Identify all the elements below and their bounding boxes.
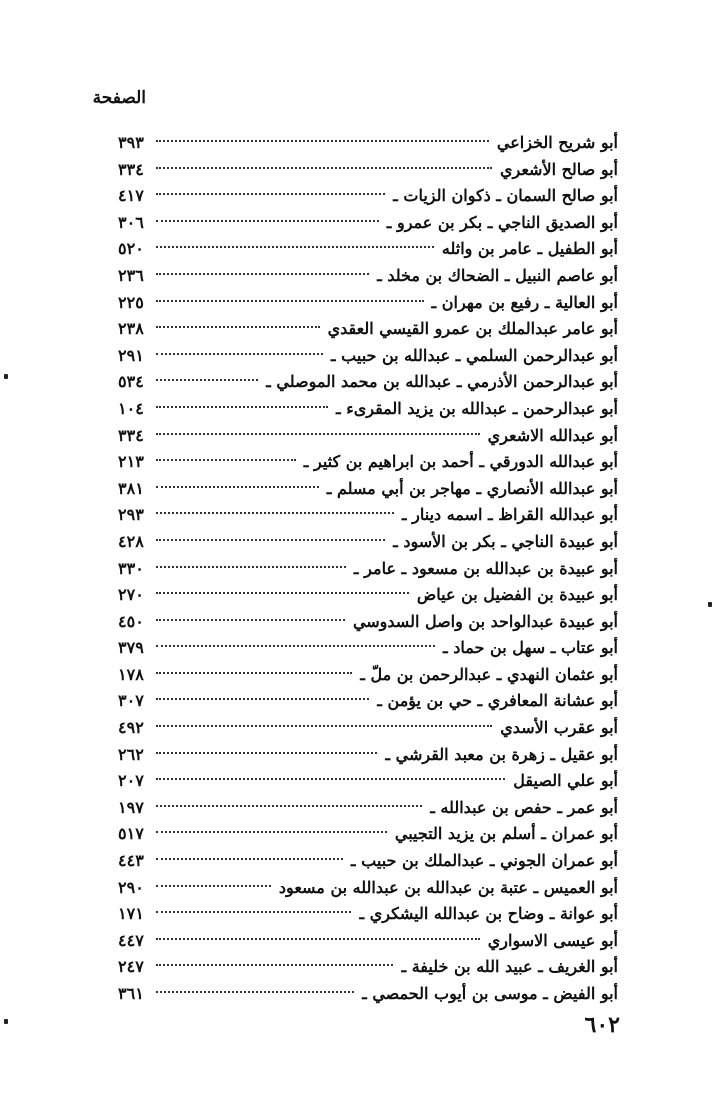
index-entry [118,875,618,902]
entry-name: أبو الفيض ـ موسى بن أيوب الحمصي ـ [362,984,618,1003]
entry-name: أبو عبدالله الأنصاري ـ مهاجر بن أبي مسلم ـ [326,478,618,498]
entry-name: أبو عبدالرحمن السلمي ـ عبدالله بن حبيب ـ [330,345,618,365]
dot-leader [156,539,385,541]
entry-name: أبو شريح الخزاعي [496,133,618,152]
dot-leader [156,698,369,700]
dot-leader [156,406,328,408]
dot-leader [156,566,346,568]
entry-name: أبو عتاب ـ سهل بن حماد ـ [443,638,618,658]
entry-name: أبو عبيدة بن الفضيل بن عياض [416,585,618,605]
dot-leader [156,645,435,647]
dot-leader [156,911,351,913]
dot-leader [156,752,377,754]
entry-name: أبو عاصم النبيل ـ الضحاك بن مخلد ـ [377,265,618,285]
entry-page-number: ٣٨١ [118,478,144,498]
entry-page-number: ٣٣٤ [118,425,144,445]
entry-name: أبو عقرب الأسدي [500,718,618,738]
entry-name: أبو عبدالله القراظ ـ اسمه دينار ـ [401,505,618,525]
entry-page-number: ١٩٧ [118,797,144,817]
entry-page-number: ٣٣٤ [118,159,144,179]
dot-leader [156,938,480,940]
entry-name: أبو عمران ـ أسلم بن يزيد التجيبي [394,824,618,844]
entry-name: أبو عبدالله الدورقي ـ أحمد بن ابراهيم بن كثير ـ [303,452,618,472]
scan-speck [708,602,712,607]
dot-leader [156,619,345,621]
entry-name: أبو عبيدة الناجي ـ بكر بن الأسود ـ [393,531,618,551]
entry-name: أبو عيسى الاسواري [487,930,618,950]
dot-leader [156,592,409,594]
dot-leader [156,273,369,275]
dot-leader [156,220,379,222]
entry-page-number: ٣٦١ [118,984,144,1003]
index-entry [118,662,618,689]
scan-speck [4,1019,8,1024]
entry-page-number: ٢٧٠ [118,585,144,605]
index-entry [118,688,618,715]
index-entry [118,715,618,742]
dot-leader [156,167,492,169]
entry-page-number: ٢٣٦ [118,265,144,285]
entry-page-number: ٣٣٠ [118,558,144,578]
index-entry [118,236,618,263]
entry-page-number: ٢٣٨ [118,319,144,339]
index-entry [118,848,618,875]
dot-leader [156,512,394,514]
entry-name: أبو الصديق الناجي ـ بكر بن عمرو ـ [386,212,618,232]
index-entry [118,795,618,822]
index-entry [118,316,618,343]
entry-page-number: ٣٠٦ [118,212,144,232]
entry-name: أبو عمر ـ حفص بن عبدالله ـ [430,797,618,817]
entry-page-number: ٤٥٠ [118,611,144,631]
index-entry [118,928,618,955]
page-number: ٦٠٢ [584,1012,620,1038]
entry-name: أبو عقيل ـ زهرة بن معبد القرشي ـ [385,744,618,764]
scan-speck [4,374,8,379]
entry-page-number: ٤٤٧ [118,930,144,950]
index-entry [118,954,618,981]
index-entry [118,901,618,928]
entry-page-number: ٢١٣ [118,452,144,472]
index-entry [118,423,618,450]
entry-name: أبو عبدالرحمن الأذرمي ـ عبدالله بن محمد الموصلي ـ [266,372,618,392]
dot-leader [156,725,492,727]
entry-page-number: ٥٣٤ [118,372,144,392]
entry-name: أبو عبدالرحمن ـ عبدالله بن يزيد المقرىء ـ [335,398,618,418]
index-entry [118,821,618,848]
dot-leader [156,672,352,674]
dot-leader [156,486,319,488]
entry-page-number: ٣٩٣ [118,133,144,152]
dot-leader [156,964,393,966]
dot-leader [156,300,424,302]
entry-page-number: ٢٠٧ [118,771,144,791]
dot-leader [156,858,343,860]
index-entry [118,609,618,636]
index-entry [118,130,618,157]
dot-leader [156,433,480,435]
entry-name: أبو الغريف ـ عبيد الله بن خليفة ـ [401,957,618,977]
index-entry [118,502,618,529]
entry-page-number: ٥٢٠ [118,239,144,259]
entry-name: أبو صالح السمان ـ ذكوان الزيات ـ [393,186,618,206]
entry-page-number: ٥١٧ [118,824,144,844]
entry-page-number: ٤١٧ [118,186,144,206]
index-entry [118,263,618,290]
dot-leader [156,805,422,807]
index-entry [118,343,618,370]
entry-name: أبو عثمان النهدي ـ عبدالرحمن بن ملّ ـ [360,664,618,684]
index-entry [118,476,618,503]
dot-leader [156,326,320,328]
dot-leader [156,831,387,833]
dot-leader [156,991,354,993]
entry-page-number: ١٧١ [118,904,144,924]
index-entry [118,449,618,476]
dot-leader [156,778,505,780]
index-entries-list [118,130,618,1008]
entry-page-number: ٢٢٥ [118,292,144,312]
entry-name: أبو عامر عبدالملك بن عمرو القيسي العقدي [327,319,618,339]
entry-name: أبو صالح الأشعري [499,159,618,179]
index-entry [118,369,618,396]
entry-page-number: ٣٧٩ [118,638,144,658]
dot-leader [156,885,271,887]
entry-name: أبو عبدالله الاشعري [487,425,618,445]
entry-page-number: ٢٩١ [118,345,144,365]
entry-page-number: ٢٩٣ [118,505,144,525]
dot-leader [156,459,296,461]
entry-page-number: ١٠٤ [118,398,144,418]
entry-page-number: ٢٤٧ [118,957,144,977]
index-entry [118,635,618,662]
index-entry [118,556,618,583]
index-entry [118,742,618,769]
index-entry [118,210,618,237]
dot-leader [156,246,434,248]
dot-leader [156,353,323,355]
entry-name: أبو علي الصيقل [513,771,618,791]
index-entry [118,290,618,317]
dot-leader [156,193,385,195]
entry-page-number: ١٧٨ [118,664,144,684]
entry-name: أبو عبيدة عبدالواحد بن واصل السدوسي [352,611,618,631]
entry-page-number: ٣٠٧ [118,691,144,711]
index-entry [118,183,618,210]
dot-leader [156,379,258,381]
entry-name: أبو الطفيل ـ عامر بن واثله [441,239,618,259]
entry-name: أبو العميس ـ عتبة بن عبدالله بن عبدالله بن مسعود [278,877,618,897]
index-entry [118,157,618,184]
index-entry [118,981,618,1008]
entry-name: أبو عوانة ـ وضاح بن عبدالله اليشكري ـ [359,904,618,924]
entry-name: أبو عشانة المعافري ـ حي بن يؤمن ـ [377,691,618,711]
index-entry [118,582,618,609]
entry-page-number: ٢٩٠ [118,877,144,897]
entry-name: أبو عمران الجوني ـ عبدالملك بن حبيب ـ [350,851,618,871]
dot-leader [156,140,489,142]
entry-name: أبو العالية ـ رفيع بن مهران ـ [431,292,618,312]
index-entry [118,768,618,795]
entry-page-number: ٤٩٢ [118,718,144,738]
entry-page-number: ٤٢٨ [118,531,144,551]
entry-page-number: ٢٦٢ [118,744,144,764]
index-entry [118,396,618,423]
entry-name: أبو عبيدة بن عبدالله بن مسعود ـ عامر ـ [353,558,618,578]
entry-page-number: ٤٤٣ [118,851,144,871]
index-entry [118,529,618,556]
page-column-header: الصفحة [92,88,146,108]
